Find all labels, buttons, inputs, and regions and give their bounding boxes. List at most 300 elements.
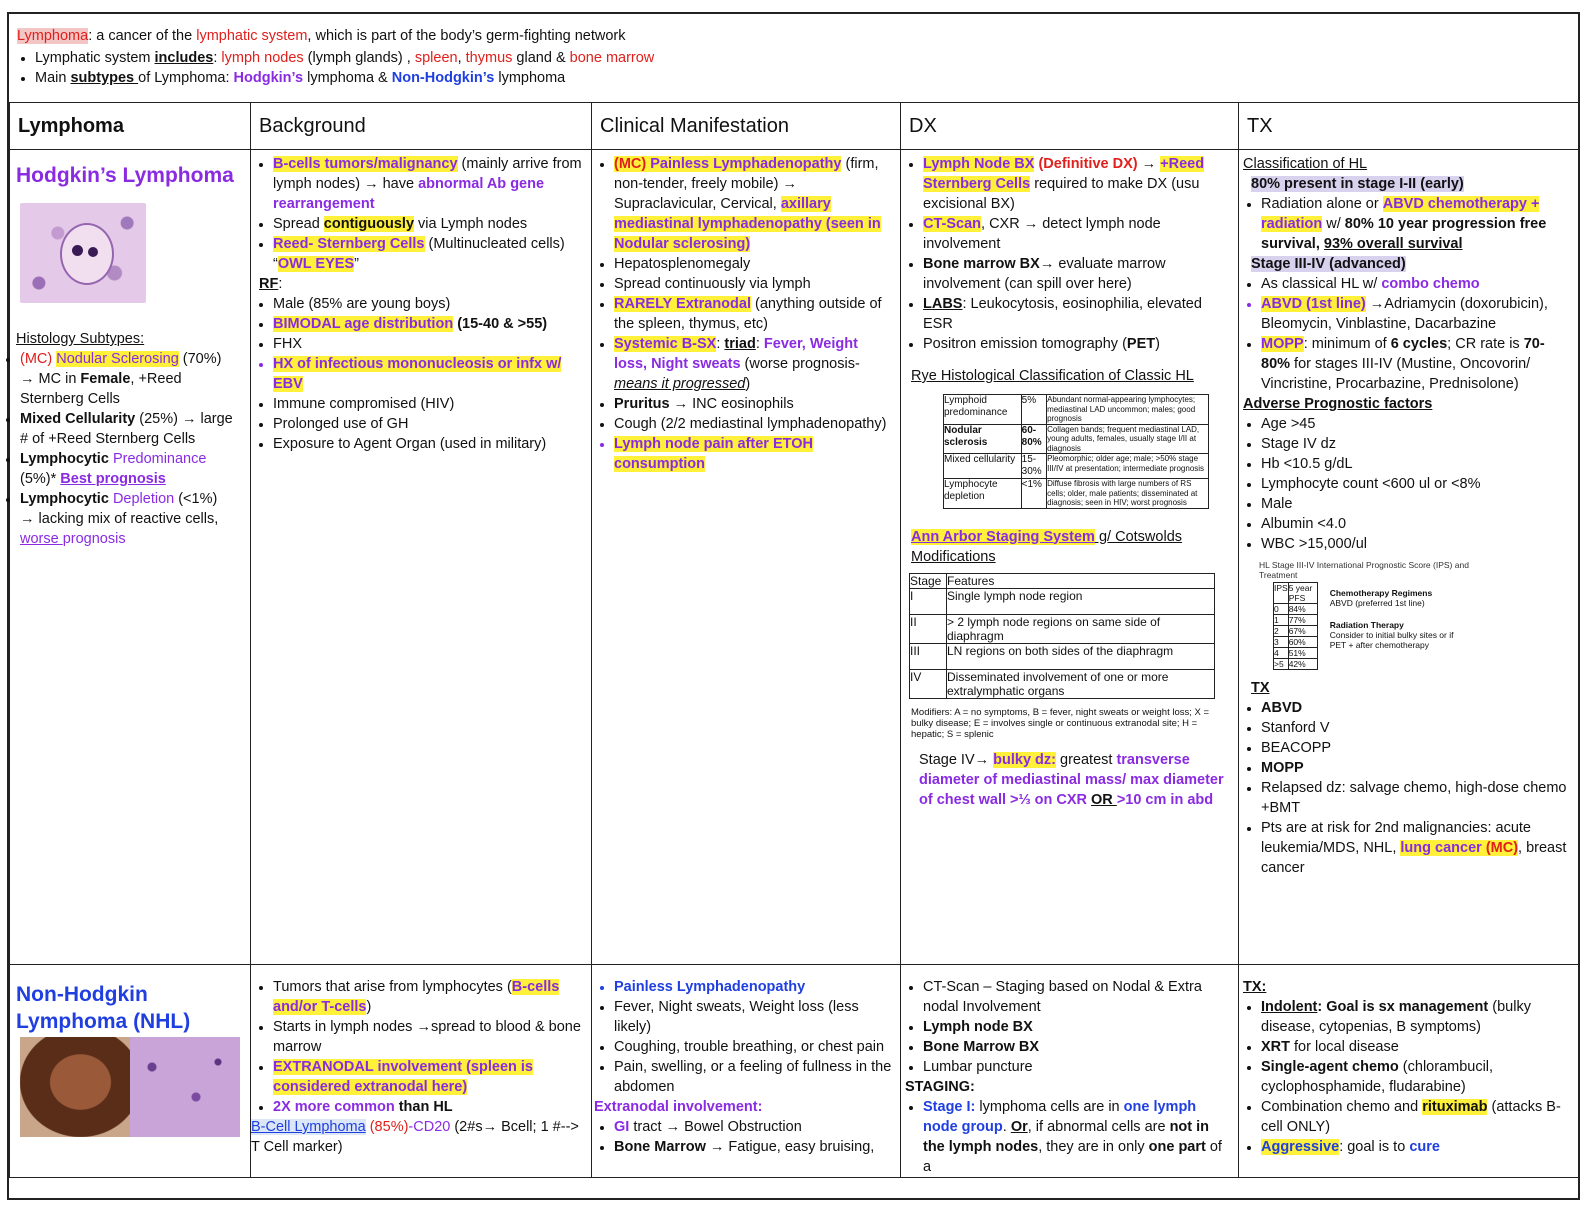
page-frame	[7, 12, 1580, 1200]
text-run: : minimum of	[1303, 336, 1391, 352]
text-run: → INC eosinophils	[669, 396, 794, 412]
hl-clinical-cell	[592, 150, 901, 965]
col-header-dx: DX	[901, 103, 1239, 150]
text-run: (chlorambucil, cyclophosphamide, fludarabine)	[1261, 1059, 1494, 1095]
table-row	[944, 395, 1209, 425]
col-header-lymphoma: Lymphoma	[10, 103, 251, 150]
table-cell: Disseminated involvement of one or more extralymphatic organs	[947, 669, 1215, 698]
text-run: Reed- Sternberg Cells	[273, 236, 425, 252]
table-row	[910, 588, 1215, 614]
table-cell: 77%	[1288, 615, 1317, 626]
rye-table	[943, 394, 1209, 509]
list-item: • WBC >15,000/ul	[1261, 534, 1570, 554]
list-item: • Lymphocyte count <600 ul or <8%	[1261, 474, 1570, 494]
list-item	[923, 214, 1230, 254]
list-item: • Pain, swelling, or a feeling of fullness in the abdomen	[614, 1057, 892, 1097]
list-item	[273, 354, 583, 394]
text-run: (MC)	[1485, 840, 1519, 856]
text-run: Combination chemo and	[1261, 1099, 1423, 1115]
table-cell: Diffuse fibrosis with large numbers of RS cells; older, male patients; disseminated at diagnosis; seen in HIV; worst prognosis	[1047, 479, 1209, 509]
table-cell: Abundant normal-appearing lymphocytes; mediastinal LAD uncommon; males; good prognosis	[1047, 395, 1209, 425]
nhl-clinical-cell	[592, 965, 901, 1178]
text-run: subtypes	[70, 70, 139, 86]
table-cell: 84%	[1288, 604, 1317, 615]
text-run: )	[1155, 336, 1160, 352]
text-run: prognosis	[62, 531, 126, 547]
text-run: Mixed Cellularity	[20, 411, 136, 427]
list-item: • FHX	[273, 334, 583, 354]
text-run: :	[716, 336, 725, 352]
list-item	[273, 977, 583, 1017]
nhl-staging-list	[905, 1097, 1230, 1177]
text-run: 70-80%	[1261, 336, 1545, 372]
list-item	[614, 394, 892, 414]
table-cell: 51%	[1288, 648, 1317, 659]
table-cell: Mixed cellularity	[944, 454, 1022, 479]
list-item: • Painless Lymphadenopathy	[614, 977, 892, 997]
text-run: one lymph node group	[923, 1099, 1197, 1135]
list-item	[1261, 274, 1570, 294]
col-header-clinical: Clinical Manifestation	[592, 103, 901, 150]
list-item	[614, 434, 892, 474]
text-run: : Goal is sx management	[1317, 999, 1489, 1015]
text-run: ; CR rate is	[1447, 336, 1524, 352]
text-run: (firm, non-tender, freely mobile) → Supraclavicular, Cervical,	[614, 156, 879, 212]
b-cell-note	[251, 1117, 583, 1157]
table-cell: IPS	[1274, 583, 1289, 604]
text-run: Pruritus	[614, 396, 670, 412]
table-cell: Consider to initial bulky sites or if PET + after chemotherapy	[1329, 630, 1454, 650]
classification-title: Classification of HL	[1243, 156, 1368, 172]
list-item	[273, 234, 583, 274]
list-item	[273, 154, 583, 214]
text-run: , if abnormal cells are	[1027, 1119, 1170, 1135]
text-run: Tumors that arise from lymphocytes (	[273, 979, 512, 995]
table-row	[944, 454, 1209, 479]
text-run: Positron emission tomography (	[923, 336, 1127, 352]
text-run: triad	[724, 336, 756, 352]
table-cell: 5%	[1021, 395, 1046, 425]
table-cell: 5 year PFS	[1288, 583, 1317, 604]
list-item	[1261, 1097, 1570, 1137]
text-run: cure	[1409, 1139, 1440, 1155]
text-run: for local disease	[1290, 1039, 1399, 1055]
list-item: • Prolonged use of GH	[273, 414, 583, 434]
text-run: )	[366, 999, 372, 1015]
list-item	[20, 349, 242, 409]
text-run: Single-agent chemo	[1261, 1059, 1399, 1075]
text-run: (25%) → large # of +Reed Sternberg Cells	[20, 411, 233, 447]
text-run: Lymphocytic	[20, 451, 113, 467]
text-run: :	[755, 336, 764, 352]
list-item	[614, 1137, 892, 1157]
text-run: Best prognosis	[60, 471, 166, 487]
table-cell: Pleomorphic; older age; male; >50% stage III/IV at presentation; intermediate prognosis	[1047, 454, 1209, 479]
staging-title: STAGING:	[905, 1079, 975, 1095]
table-cell: Stage	[910, 573, 947, 588]
table-row	[910, 614, 1215, 643]
list-item	[923, 154, 1230, 214]
text-run: GI	[614, 1119, 630, 1135]
list-item: • Hepatosplenomegaly	[614, 254, 892, 274]
table-row	[1274, 648, 1318, 659]
hl-tx-early-list	[1243, 194, 1570, 254]
text-run: rituximab	[1422, 1099, 1488, 1115]
text-run: Lymph Node BX	[923, 156, 1035, 172]
ips-title: HL Stage III-IV International Prognostic Score (IPS) and Treatment	[1259, 560, 1469, 580]
table-cell: > 2 lymph node regions on same side of diaphragm	[947, 614, 1215, 643]
owl-eyes-image	[20, 203, 146, 303]
header-row	[10, 103, 1579, 150]
ips-figure	[1273, 582, 1570, 670]
list-item: • Stanford V	[1261, 718, 1570, 738]
list-item	[35, 48, 1557, 68]
col-header-background: Background	[251, 103, 592, 150]
text-run: Lymphocytic	[20, 491, 113, 507]
list-item	[923, 254, 1230, 294]
table-cell: 4	[1274, 648, 1289, 659]
table-row	[1274, 604, 1318, 615]
text-run: PET	[1126, 336, 1156, 352]
table-cell: 60%	[1288, 637, 1317, 648]
table-cell: LN regions on both sides of the diaphragm	[947, 643, 1215, 669]
nhl-dx-cell	[901, 965, 1239, 1178]
list-item: • Stage IV dz	[1261, 434, 1570, 454]
text-run: :	[213, 50, 222, 66]
text-run: (worse prognosis-	[740, 356, 860, 372]
text-run: than HL	[394, 1099, 453, 1115]
text-run: (Definitive DX)	[1034, 156, 1138, 172]
text-run: B-cells and/or T-cells	[273, 979, 560, 1015]
list-item: • MOPP	[1261, 758, 1570, 778]
table-cell: 15-30%	[1021, 454, 1046, 479]
table-cell: 2	[1274, 626, 1289, 637]
table-cell: Collagen bands; frequent mediastinal LAD, young adults, females, usually stage I/II at diagnosis	[1047, 424, 1209, 454]
text-run: (70%)	[178, 351, 222, 367]
table-cell: Lymphocyte depletion	[944, 479, 1022, 509]
text-run: of Lymphoma:	[138, 70, 234, 86]
text-run: +Reed Sternberg Cells	[923, 156, 1205, 192]
list-item	[1261, 294, 1570, 334]
table-row	[944, 424, 1209, 454]
list-item	[35, 68, 1557, 88]
text-run: 6 cycles	[1390, 336, 1448, 352]
text-run: tract → Bowel Obstruction	[629, 1119, 802, 1135]
list-item: • Spread continuously via lymph	[614, 274, 892, 294]
intro-bullets	[17, 48, 1557, 88]
text-run: abnormal Ab gene rearrangement	[273, 176, 545, 212]
lymphoma-table	[9, 102, 1579, 1178]
text-run: Bone marrow BX	[923, 256, 1040, 272]
hl-regimen-list	[1243, 698, 1570, 878]
text-run: Non-Hodgkin’s	[391, 70, 495, 86]
text-run: HX of infectious mononucleosis or infx w/ EBV	[273, 356, 562, 392]
text-run: EXTRANODAL involvement (spleen is considered extranodal here)	[273, 1059, 533, 1095]
hl-background-cell: • B-cells tumors/malignancy (mainly arrive from lymph nodes) → have abnormal Ab gene rearrangement • Spread contiguously via Lymph nodes • Reed- Sternberg Cells (Multinucleated cells) “OWL EYES” RF: • Male (85% are young boys) • BIMODAL age distribution (15-40 & >55) • FHX • HX of infectious mononucleosis or infx w/ EBV • Immune compromised (HIV) • Prolonged use of GH • Exposure to Agent Organ (used in military)	[251, 150, 592, 965]
text-run: , breast cancer	[1261, 840, 1567, 876]
nhl-clinical-list	[596, 977, 892, 1097]
text-run: →	[1137, 156, 1161, 172]
text-run: Hodgkin’s	[233, 70, 304, 86]
text-run: → Fatigue, easy bruising,	[705, 1139, 875, 1155]
text-run: bone marrow	[569, 50, 655, 66]
table-row	[1274, 659, 1318, 670]
ips-notes	[1330, 582, 1470, 670]
text-run: thymus	[465, 50, 513, 66]
table-cell: Lymphoid predominance	[944, 395, 1022, 425]
text-run: → evaluate marrow involvement (can spill over here)	[923, 256, 1166, 292]
list-item: • Lumbar puncture	[923, 1057, 1230, 1077]
text-run: required to make DX (usu excisional BX)	[923, 176, 1200, 212]
table-row	[944, 479, 1209, 509]
table-row	[1274, 637, 1318, 648]
table-cell: 42%	[1288, 659, 1317, 670]
table-cell: <1%	[1021, 479, 1046, 509]
list-item	[1261, 818, 1570, 878]
text-run: RARELY Extranodal	[614, 296, 751, 312]
text-run: (MC)	[614, 156, 651, 172]
text-run: Fever, Weight loss, Night sweats	[614, 336, 858, 372]
text-run: Predominance	[112, 451, 207, 467]
hl-background-list	[255, 154, 583, 274]
list-item: • Coughing, trouble breathing, or chest pain	[614, 1037, 892, 1057]
text-run: Lymphatic system	[35, 50, 155, 66]
text-run: Nodular Sclerosing	[56, 351, 179, 367]
text-run: lymph nodes	[221, 50, 304, 66]
table-row-hodgkin	[10, 150, 1579, 965]
text-run: (5%)*	[20, 471, 61, 487]
text-run: MOPP	[1261, 336, 1304, 352]
text-run: “	[273, 256, 278, 272]
list-item: • Male (85% are young boys)	[273, 294, 583, 314]
list-item: • Immune compromised (HIV)	[273, 394, 583, 414]
table-cell: Single lymph node region	[947, 588, 1215, 614]
list-item: • ABVD	[1261, 698, 1570, 718]
table-cell: IV	[910, 669, 947, 698]
text-run: , CXR → detect lymph node involvement	[923, 216, 1161, 252]
text-run: → MC in	[20, 371, 81, 387]
hl-dx-cell	[901, 150, 1239, 965]
list-item: • Albumin <4.0	[1261, 514, 1570, 534]
hl-clinical-list	[596, 154, 892, 474]
list-item	[1261, 334, 1570, 394]
text-run: g/ Cotswolds Modifications	[911, 528, 1183, 565]
list-item: • Relapsed dz: salvage chemo, high-dose chemo +BMT	[1261, 778, 1570, 818]
histology-list	[2, 349, 242, 549]
nhl-dx-list	[905, 977, 1230, 1077]
text-run: of a	[923, 1139, 1222, 1175]
list-item	[273, 1097, 583, 1117]
text-run: Stage IV→	[919, 751, 994, 768]
text-run: Female	[80, 371, 131, 387]
hl-lymphoma-cell	[10, 150, 251, 965]
ips-table	[1273, 582, 1318, 670]
text-run: Systemic B-SX	[614, 336, 717, 352]
text-run: (2#s→ Bcell; 1 #--> T Cell marker)	[251, 1119, 579, 1155]
text-run: Aggressive	[1261, 1139, 1340, 1155]
text-run: greatest	[1056, 751, 1117, 768]
hl-title: Hodgkin’s Lymphoma	[16, 164, 234, 187]
table-row	[1274, 626, 1318, 637]
table-row	[910, 573, 1215, 588]
text-run: : goal is to	[1339, 1139, 1410, 1155]
text-run: (<1%)	[174, 491, 218, 507]
text-run: ABVD (1st line)	[1261, 296, 1366, 312]
text-run: : a cancer of the	[88, 28, 197, 44]
text-run: axillary mediastinal lymphadenopathy (seen in Nodular sclerosing)	[614, 196, 881, 252]
text-run: 93% overall survival	[1323, 236, 1463, 252]
text-run: lung cancer	[1400, 840, 1486, 856]
table-row	[910, 643, 1215, 669]
rye-title: Rye Histological Classification of Classic HL	[911, 368, 1194, 384]
hl-tx-advanced-list	[1243, 274, 1570, 394]
list-item	[614, 334, 892, 394]
nhl-background-list	[255, 977, 583, 1117]
text-run: bulky dz:	[993, 751, 1056, 768]
text-run: Lymph node pain after ETOH consumption	[614, 436, 813, 472]
list-item	[20, 449, 242, 489]
extranodal-title: Extranodal involvement:	[594, 1099, 763, 1115]
text-run: Indolent	[1261, 999, 1318, 1015]
text-run: means it progressed	[614, 376, 746, 392]
list-item: • Bone Marrow BX	[923, 1037, 1230, 1057]
tx-label: TX	[1251, 680, 1270, 696]
list-item: • CT-Scan – Staging based on Nodal & Extra nodal Involvement	[923, 977, 1230, 1017]
text-run: CT-Scan	[923, 216, 982, 232]
table-cell: 0	[1274, 604, 1289, 615]
text-run: one part	[1148, 1139, 1206, 1155]
text-run: worse	[20, 531, 63, 547]
text-run: LABS	[923, 296, 963, 312]
text-run: lymphoma cells are in	[975, 1099, 1124, 1115]
table-row-nhl	[10, 965, 1579, 1178]
list-item	[1261, 1137, 1570, 1157]
nhl-lymphoma-cell	[10, 965, 251, 1178]
list-item	[614, 154, 892, 254]
table-row	[1274, 615, 1318, 626]
nhl-background-cell	[251, 965, 592, 1178]
ann-arbor-table	[909, 573, 1215, 699]
text-run: Or	[1010, 1119, 1028, 1135]
text-run: (mainly arrive from lymph nodes) → have	[273, 156, 582, 192]
list-item	[1261, 997, 1570, 1037]
text-run: 2X more common	[273, 1099, 395, 1115]
text-run: Spread	[273, 216, 324, 232]
nhl-title: Non-Hodgkin Lymphoma (NHL)	[16, 983, 191, 1033]
table-cell: Radiation Therapy	[1329, 620, 1404, 630]
list-item	[614, 294, 892, 334]
table-cell: ABVD (preferred 1st line)	[1329, 598, 1425, 608]
text-run: : Leukocytosis, eosinophilia, elevated ESR	[923, 296, 1202, 332]
list-item	[1261, 1037, 1570, 1057]
nhl-tx-label: TX:	[1243, 979, 1267, 995]
table-cell: Nodular sclerosis	[944, 424, 1022, 454]
text-run: not in the lymph nodes	[923, 1119, 1210, 1155]
list-item	[273, 214, 583, 234]
text-run: ”	[354, 256, 359, 272]
list-item	[1261, 1057, 1570, 1097]
list-item: • Lymph node BX	[923, 1017, 1230, 1037]
text-run: Ann Arbor Staging System	[911, 528, 1095, 545]
intro-block	[17, 26, 1557, 88]
hl-tx-cell	[1239, 150, 1579, 965]
text-run: B-Cell Lymphoma	[251, 1119, 366, 1135]
nhl-tx-cell	[1239, 965, 1579, 1178]
text-run: 80% 10 year progression free survival,	[1261, 216, 1547, 252]
list-item	[273, 314, 583, 334]
text-run: → lacking mix of reactive cells,	[20, 511, 219, 527]
table-cell: 1	[1274, 615, 1289, 626]
list-item	[20, 489, 242, 549]
text-run: (lymph glands) ,	[303, 50, 415, 66]
early-stage-label: 80% present in stage I-II (early)	[1251, 176, 1464, 192]
text-run: lymphoma &	[303, 70, 392, 86]
text-run: (85%)	[365, 1119, 409, 1135]
text-run: for stages III-IV (Mustine, Oncovorin/ Vincristine, Procarbazine, Prednisolone)	[1261, 356, 1531, 392]
text-run: (15-40 & >55)	[453, 316, 548, 332]
term-lymphoma: Lymphoma	[17, 28, 89, 44]
list-item	[923, 334, 1230, 354]
list-item: • BEACOPP	[1261, 738, 1570, 758]
text-run: →Adriamycin (doxorubicin), Bleomycin, Vinblastine, Dacarbazine	[1261, 296, 1548, 332]
table-cell: II	[910, 614, 947, 643]
text-run: Depletion	[112, 491, 175, 507]
text-run: Bone Marrow	[614, 1139, 706, 1155]
text-run: includes	[154, 50, 214, 66]
table-cell: 60-80%	[1021, 424, 1046, 454]
text-run: lymphatic system	[196, 28, 308, 44]
rf-label: RF	[259, 276, 279, 292]
hl-risk-factor-list	[255, 294, 583, 454]
table-cell: I	[910, 588, 947, 614]
text-run: )	[745, 376, 751, 392]
col-header-tx: TX	[1239, 103, 1579, 150]
list-item: • Starts in lymph nodes →spread to blood & bone marrow	[273, 1017, 583, 1057]
text-run: BIMODAL age distribution	[273, 316, 454, 332]
text-run: , they are in only	[1038, 1139, 1149, 1155]
table-cell: 67%	[1288, 626, 1317, 637]
text-run: (bulky disease, cytopenias, B symptoms)	[1261, 999, 1531, 1035]
advanced-stage-label: Stage III-IV (advanced)	[1251, 256, 1406, 272]
text-run: w/	[1322, 216, 1345, 232]
adverse-prognostic-list	[1243, 414, 1570, 554]
text-run: , which is part of the body’s germ-fighting network	[307, 28, 626, 44]
modifiers-note: Modifiers: A = no symptoms, B = fever, night sweats or weight loss; X = bulky disease; E = involves single or continuous extranodal site; H = hepatic; S = splenic	[911, 706, 1210, 740]
list-item: • Fever, Night sweats, Weight loss (less likely)	[614, 997, 892, 1037]
list-item	[614, 1117, 892, 1137]
list-item	[923, 1097, 1230, 1177]
text-run: ,	[457, 50, 466, 66]
text-run: OR	[1091, 791, 1117, 808]
text-run: B-cells tumors/malignancy	[273, 156, 458, 172]
table-cell: Features	[947, 573, 1215, 588]
text-run: spleen	[414, 50, 458, 66]
text-run: (MC)	[20, 351, 57, 367]
text-run: combo chemo	[1381, 276, 1480, 292]
text-run: -CD20	[408, 1119, 451, 1135]
table-cell: III	[910, 643, 947, 669]
text-run: contiguously	[323, 216, 415, 232]
nhl-patient-image	[20, 1037, 242, 1137]
list-item	[20, 409, 242, 449]
text-run: gland &	[512, 50, 570, 66]
table-cell: Chemotherapy Regimens	[1329, 588, 1433, 598]
table-row	[1274, 583, 1318, 604]
text-run: Main	[35, 70, 71, 86]
text-run: OWL EYES	[277, 256, 355, 272]
text-run: , +Reed Sternberg Cells	[20, 371, 182, 407]
list-item: • Cough (2/2 mediastinal lymphadenopathy)	[614, 414, 892, 434]
